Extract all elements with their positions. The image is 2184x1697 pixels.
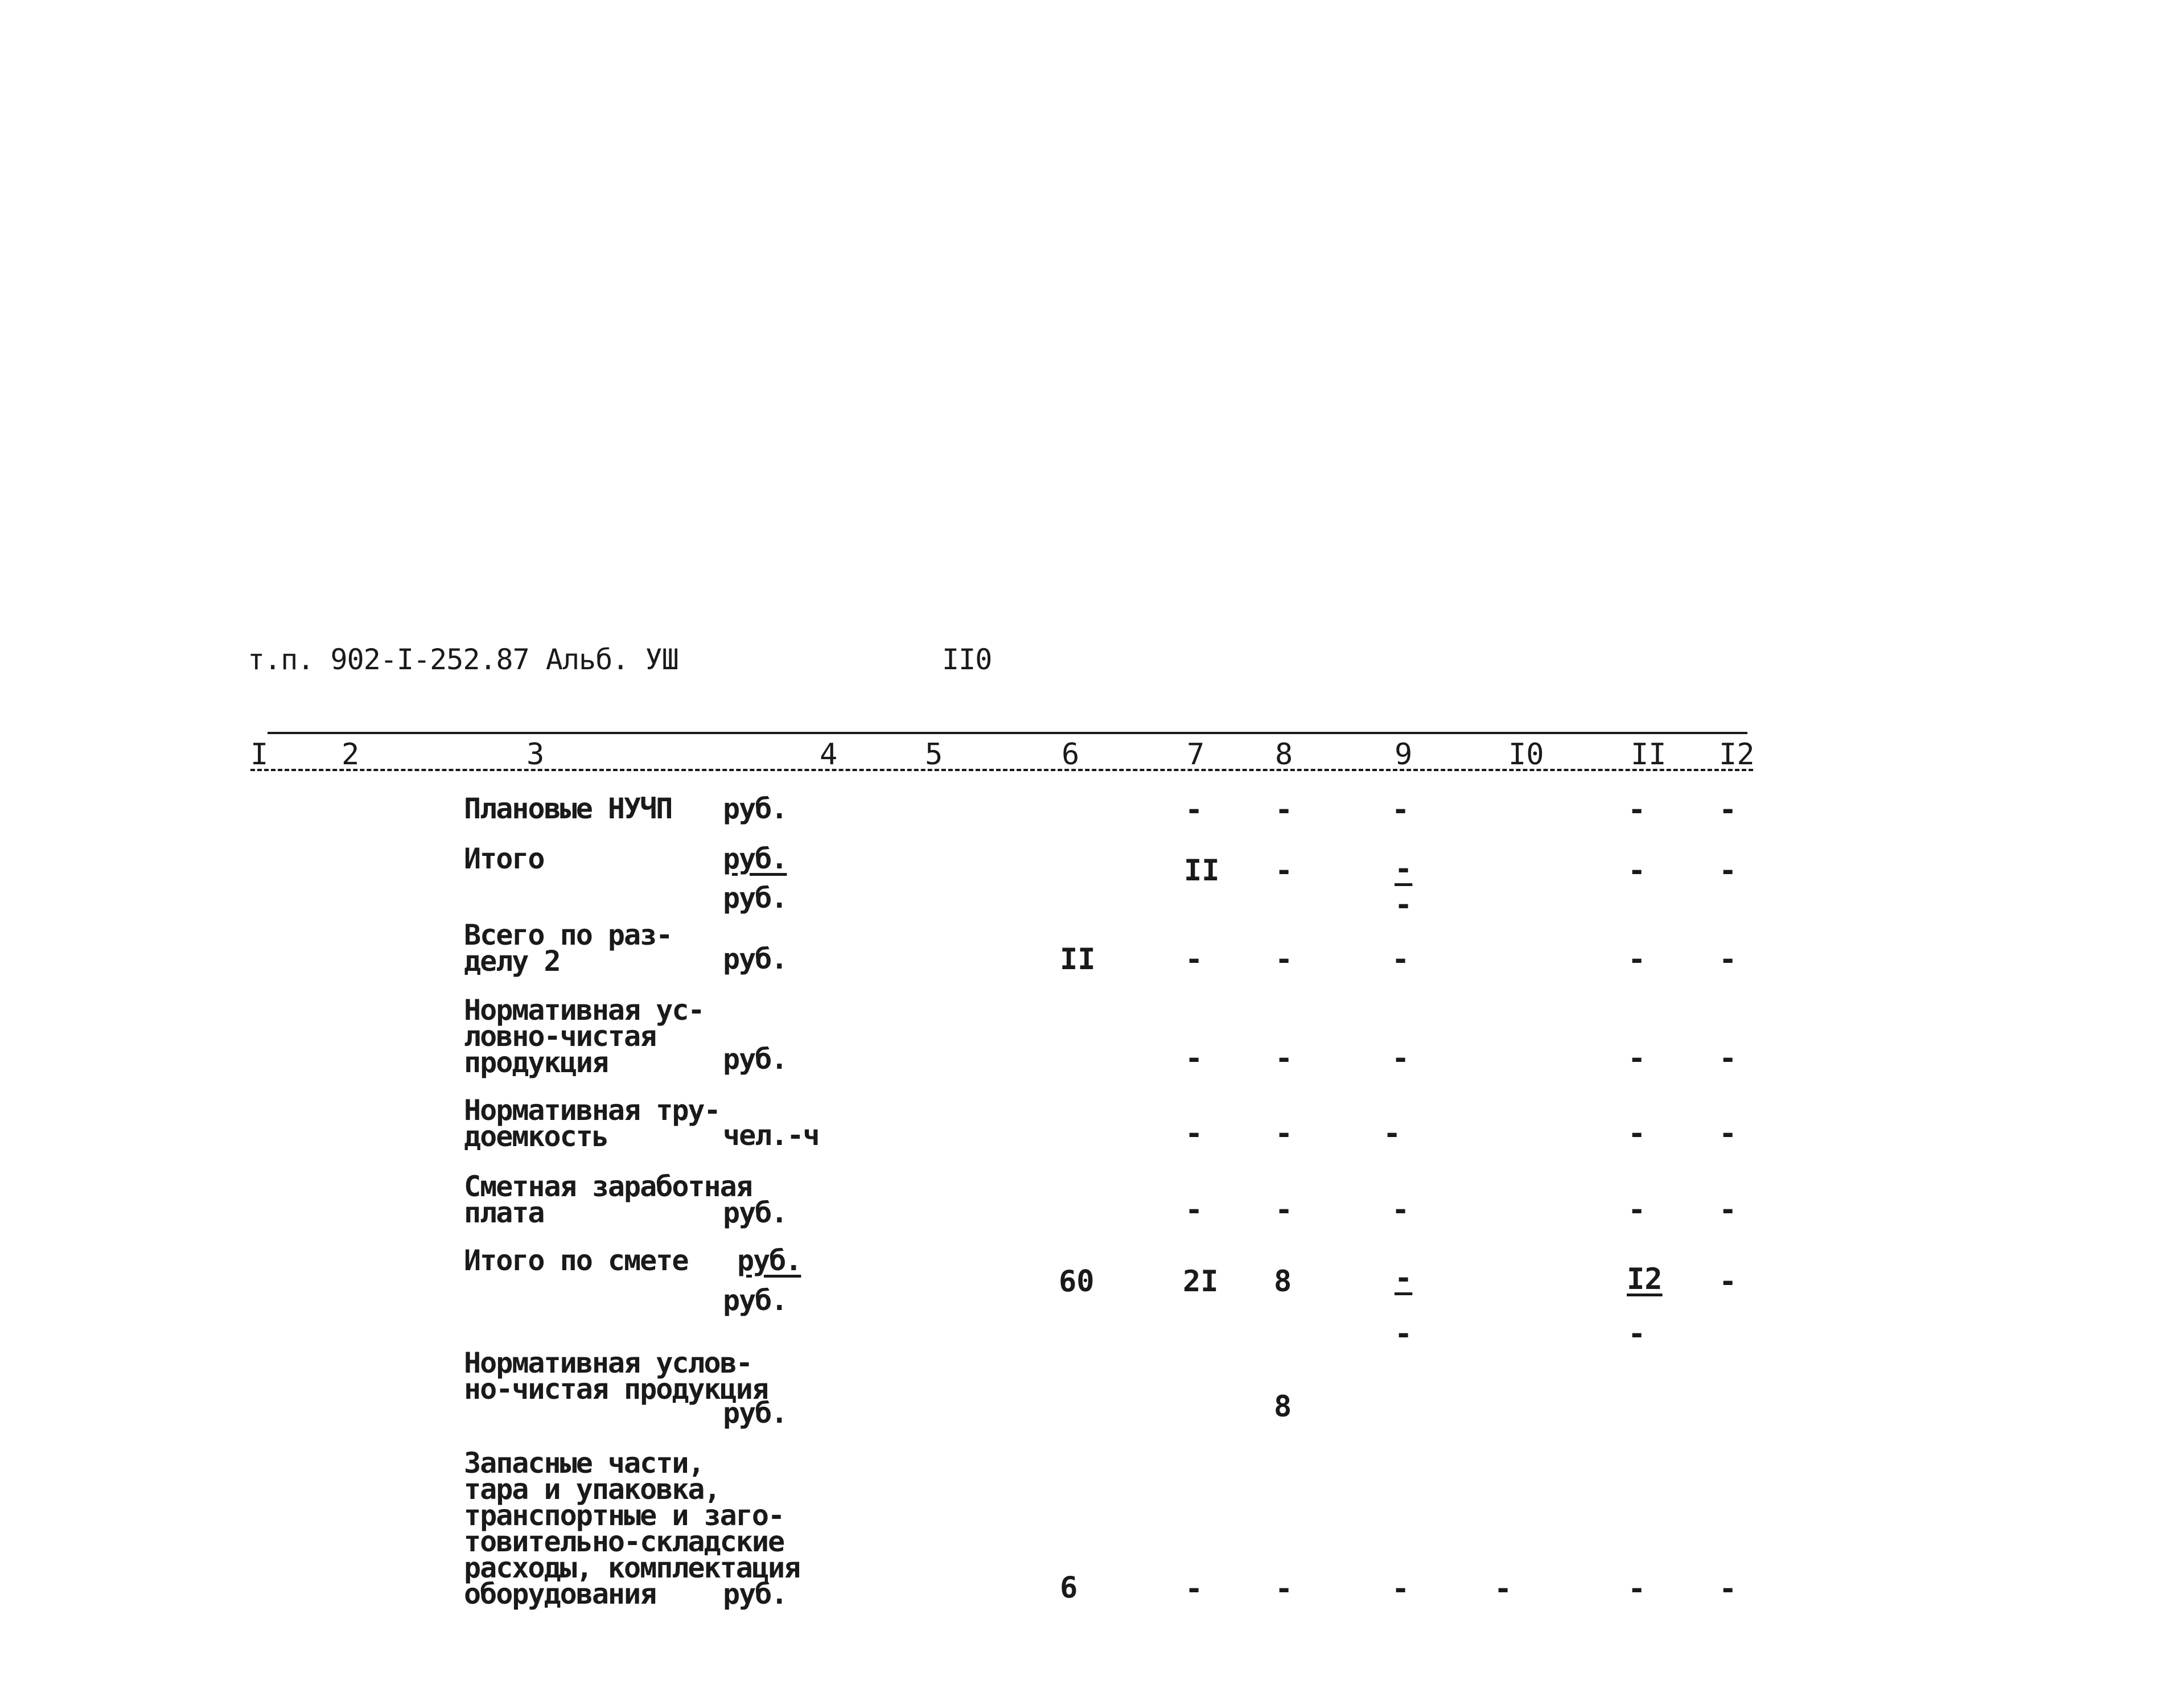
cell-col9: - bbox=[1392, 1041, 1410, 1076]
cell-col10: - bbox=[1494, 1572, 1512, 1606]
cell-col8: - bbox=[1275, 942, 1293, 977]
row-unit: руб. bbox=[723, 1284, 787, 1317]
column-number: I2 bbox=[1719, 738, 1755, 772]
column-number: 9 bbox=[1395, 738, 1413, 772]
column-number: 5 bbox=[925, 738, 943, 772]
cell-col11: - bbox=[1628, 1572, 1646, 1606]
row-label bbox=[464, 994, 704, 1079]
cell-col11: I2 bbox=[1627, 1262, 1663, 1296]
column-number: 8 bbox=[1275, 738, 1293, 772]
column-number: II bbox=[1631, 738, 1667, 772]
column-number: I bbox=[250, 738, 269, 772]
cell-col12: - bbox=[1719, 1572, 1737, 1606]
cell-col6: II bbox=[1060, 942, 1096, 977]
row-unit: руб. bbox=[723, 942, 787, 975]
cell-col11: - bbox=[1628, 1117, 1646, 1151]
cell-col12: - bbox=[1719, 1117, 1737, 1151]
cell-col12: - bbox=[1719, 854, 1737, 888]
column-number: 3 bbox=[527, 738, 545, 772]
row-label: Плановые НУЧП bbox=[464, 792, 672, 825]
column-number: 6 bbox=[1062, 738, 1080, 772]
cell-col6: 60 bbox=[1059, 1264, 1095, 1299]
row-label bbox=[464, 1094, 720, 1153]
cell-col7: - bbox=[1185, 1117, 1203, 1151]
column-number: 4 bbox=[820, 738, 838, 772]
row-label-line: делу 2 bbox=[464, 945, 560, 978]
cell-col12: - bbox=[1719, 1193, 1737, 1227]
page-number: II0 bbox=[942, 643, 992, 676]
cell-col12: - bbox=[1719, 942, 1737, 977]
cell-col8: - bbox=[1275, 1117, 1293, 1151]
row-unit: руб. bbox=[723, 792, 787, 825]
row-unit: руб. bbox=[723, 1196, 787, 1229]
row-unit: руб. bbox=[723, 842, 787, 875]
cell-col11: - bbox=[1628, 942, 1646, 977]
row-unit: руб. bbox=[737, 1244, 801, 1277]
cell-col9: - bbox=[1392, 1193, 1410, 1227]
cell-col7: - bbox=[1185, 1041, 1203, 1076]
cell-col11: - bbox=[1628, 1041, 1646, 1076]
cell-col9: - bbox=[1392, 1572, 1410, 1606]
cell-col11: - bbox=[1628, 854, 1646, 888]
row-label-line: транспортные и заго- bbox=[464, 1499, 784, 1532]
row-label-line: Всего по раз- bbox=[464, 918, 672, 952]
cell-col12: - bbox=[1719, 1264, 1737, 1299]
cell-col7: - bbox=[1185, 942, 1203, 977]
row-label-line: Запасные части, bbox=[464, 1447, 704, 1480]
cell-col8: - bbox=[1275, 1193, 1293, 1227]
row-label-line: но-чистая продукция bbox=[464, 1373, 768, 1406]
row-label bbox=[464, 1170, 752, 1229]
cell-col8: 8 bbox=[1274, 1264, 1292, 1299]
cell-col11: - bbox=[1628, 1317, 1646, 1351]
cell-col8: - bbox=[1275, 1041, 1293, 1076]
cell-col9: - bbox=[1392, 793, 1410, 827]
cell-col8: - bbox=[1275, 1572, 1293, 1606]
cell-col8: - bbox=[1275, 854, 1293, 888]
column-number: 7 bbox=[1187, 738, 1205, 772]
row-label-line: оборудования bbox=[464, 1577, 656, 1610]
row-label-line: продукция bbox=[464, 1046, 608, 1079]
row-label-line: Нормативная услов- bbox=[464, 1346, 752, 1379]
cell-col9: - bbox=[1395, 1261, 1413, 1295]
cell-col9: - bbox=[1383, 1117, 1401, 1151]
column-number: I0 bbox=[1508, 738, 1544, 772]
cell-col12: - bbox=[1719, 793, 1737, 827]
row-label bbox=[464, 1346, 768, 1406]
cell-col11: - bbox=[1628, 1193, 1646, 1227]
cell-col6: 6 bbox=[1060, 1571, 1078, 1605]
row-label-line: Нормативная ус- bbox=[464, 994, 704, 1027]
row-label-line: Сметная заработная bbox=[464, 1170, 752, 1203]
row-label-line: плата bbox=[464, 1196, 544, 1229]
document-reference: т.п. 902-I-252.87 Альб. УШ bbox=[248, 643, 678, 676]
row-unit: руб. bbox=[723, 1043, 787, 1076]
row-label-line: ловно-чистая bbox=[464, 1020, 656, 1053]
row-label: Итого по смете bbox=[464, 1244, 688, 1277]
cell-col8: 8 bbox=[1274, 1390, 1292, 1424]
cell-col7: - bbox=[1185, 1193, 1203, 1227]
row-label: Итого bbox=[464, 842, 544, 875]
cell-col11: - bbox=[1628, 793, 1646, 827]
row-label-line: тара и упаковка, bbox=[464, 1473, 720, 1506]
row-unit: чел.-ч bbox=[723, 1119, 819, 1152]
row-label-line: Нормативная тру- bbox=[464, 1094, 720, 1127]
row-unit: руб. bbox=[723, 1577, 787, 1610]
cell-col9: - bbox=[1395, 852, 1413, 886]
row-label-line: доемкость bbox=[464, 1120, 608, 1153]
row-unit: руб. bbox=[723, 1397, 787, 1430]
row-label-line: товительно-складские bbox=[464, 1525, 784, 1558]
row-unit: руб. bbox=[723, 882, 787, 915]
cell-col7: - bbox=[1185, 793, 1203, 827]
row-label bbox=[464, 918, 672, 978]
cell-col7: 2I bbox=[1183, 1264, 1219, 1299]
cell-col12: - bbox=[1719, 1041, 1737, 1076]
column-number: 2 bbox=[342, 738, 360, 772]
cell-col7: II bbox=[1184, 854, 1220, 888]
cell-col9: - bbox=[1395, 888, 1413, 922]
table-top-rule bbox=[268, 732, 1747, 734]
row-label-line: расходы, комплектация bbox=[464, 1551, 800, 1584]
cell-col9: - bbox=[1395, 1317, 1413, 1351]
cell-col8: - bbox=[1275, 793, 1293, 827]
cell-col7: - bbox=[1185, 1572, 1203, 1606]
cell-col9: - bbox=[1392, 942, 1410, 977]
